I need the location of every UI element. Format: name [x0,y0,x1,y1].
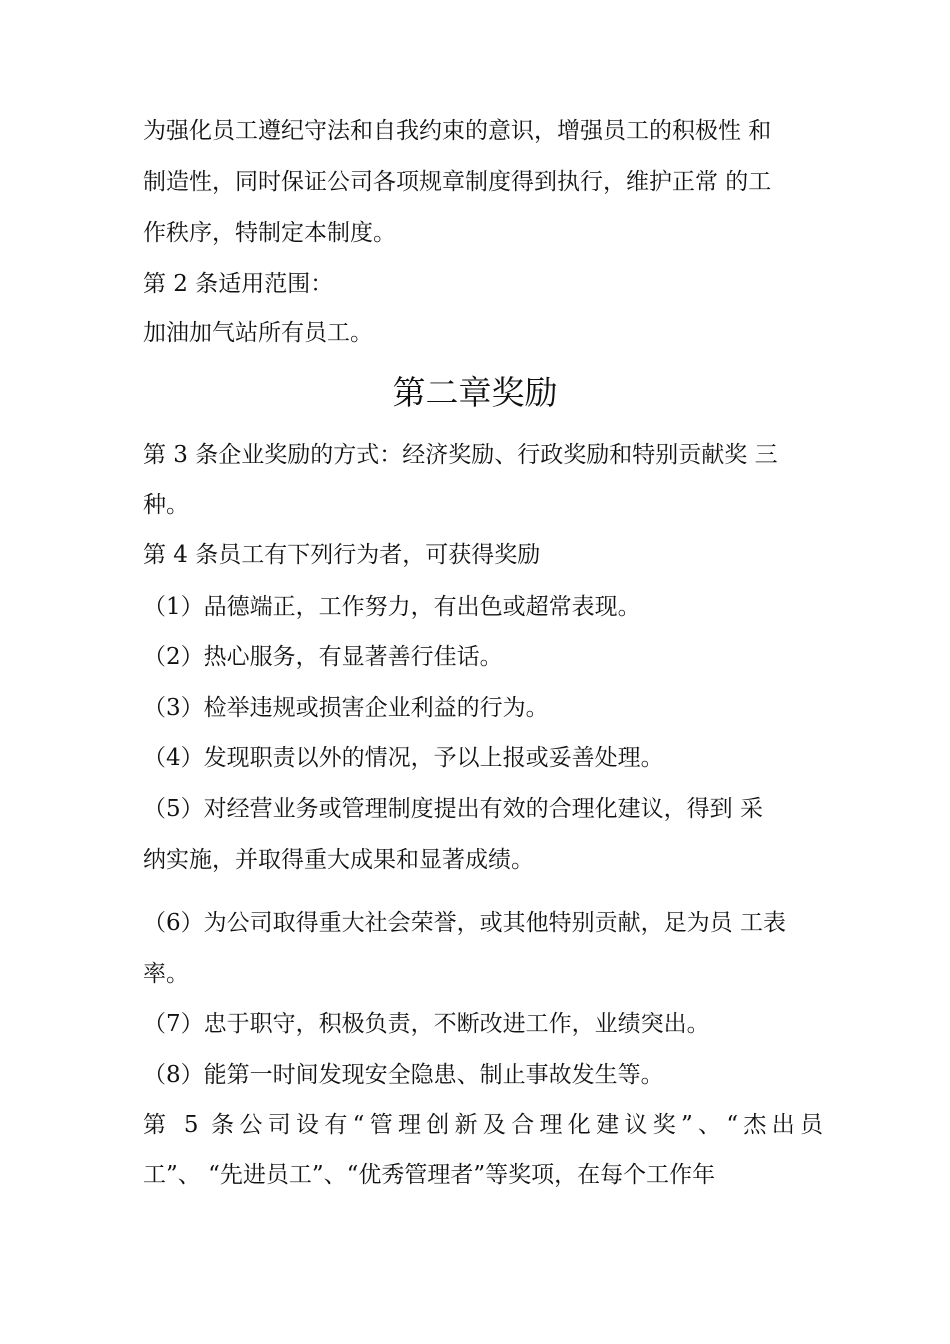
paragraph-1-line-3: 作秩序，特制定本制度。 [143,220,396,246]
article-4-item-2: （2）热心服务，有显著善行佳话。 [143,644,503,670]
article-3-line-2: 种。 [143,492,189,518]
article-4-item-4: （4）发现职责以外的情况，予以上报或妥善处理。 [143,745,664,771]
article-4-item-6-line-2: 率。 [143,961,189,987]
article-5-line-1: 第 5 条公司设有“管理创新及合理化建议奖”、“杰出员 [143,1112,823,1138]
article-5-line-2: 工”、 “先进员工”、“优秀管理者”等奖项，在每个工作年 [143,1162,716,1188]
article-4-item-5-line-2: 纳实施，并取得重大成果和显著成绩。 [143,847,534,873]
paragraph-1-line-2: 制造性，同时保证公司各项规章制度得到执行，维护正常 的工 [143,169,772,195]
paragraph-1-line-1: 为强化员工遵纪守法和自我约束的意识，增强员工的积极性 和 [143,118,772,144]
article-4-item-3: （3）检举违规或损害企业利益的行为。 [143,695,549,721]
article-4-item-8: （8）能第一时间发现安全隐患、制止事故发生等。 [143,1062,664,1088]
article-4-title: 第 4 条员工有下列行为者，可获得奖励 [143,542,541,568]
article-4-item-5-line-1: （5）对经营业务或管理制度提出有效的合理化建议，得到 采 [143,796,763,822]
article-3-line-1: 第 3 条企业奖励的方式：经济奖励、行政奖励和特别贡献奖 三 [143,442,778,468]
article-2-title: 第 2 条适用范围： [143,271,334,297]
article-2-body: 加油加气站所有员工。 [143,320,373,346]
article-4-item-6-line-1: （6）为公司取得重大社会荣誉，或其他特别贡献，足为员 工表 [143,910,786,936]
chapter-2-heading: 第二章奖励 [392,373,558,412]
article-4-item-1: （1）品德端正，工作努力，有出色或超常表现。 [143,594,641,620]
article-4-item-7: （7）忠于职守，积极负责，不断改进工作，业绩突出。 [143,1011,710,1037]
